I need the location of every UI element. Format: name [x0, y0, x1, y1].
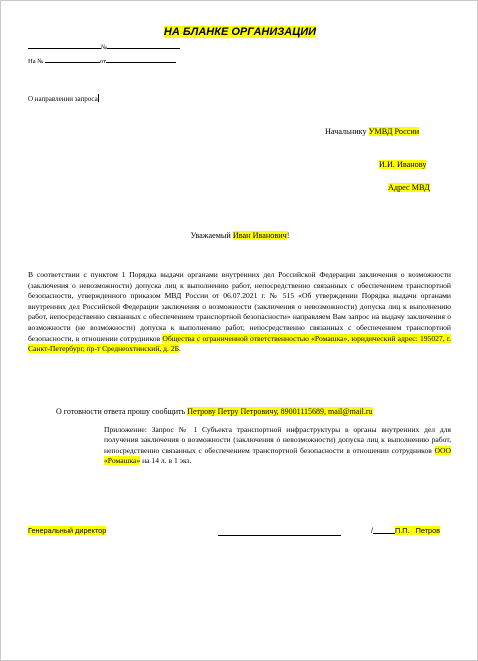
from-label: от: [100, 58, 107, 65]
appendix-paragraph: [104, 425, 451, 466]
signature-line[interactable]: [218, 535, 341, 536]
number-sign: №: [101, 44, 108, 51]
addressee-line-3: [388, 183, 430, 192]
subject-line: [28, 94, 99, 103]
signature-name-underline: [373, 526, 395, 534]
greeting: [1, 231, 478, 240]
incoming-number-blank[interactable]: [45, 56, 100, 63]
outgoing-number-line: [28, 42, 180, 51]
addressee-address: Адрес МВД: [388, 183, 430, 192]
request-prefix: О готовности ответа прошу сообщить: [56, 407, 188, 416]
addressee-prefix: Начальнику: [325, 127, 369, 136]
incoming-date-blank[interactable]: [106, 56, 176, 63]
appendix-end: на 14 л. в 1 экз.: [140, 455, 192, 465]
letterhead-title: [1, 26, 478, 38]
subject-text: О направлении запроса: [28, 95, 98, 103]
greeting-suffix: !: [286, 231, 290, 240]
greeting-name: Иван Иванович: [232, 231, 287, 240]
signature-position-text: Генеральный директор: [28, 526, 107, 535]
signature-slash: /: [371, 526, 374, 535]
addressee-organization: УМВД России: [368, 127, 420, 136]
body-paragraph: [28, 270, 451, 355]
response-request: [56, 407, 373, 416]
addressee-line-1: [325, 127, 419, 136]
appendix-organization: ООО «Ромашка»: [104, 445, 451, 465]
date-blank[interactable]: [28, 42, 101, 49]
addressee-line-2: [379, 160, 426, 169]
body-end: .: [179, 344, 181, 354]
on-number-label: На №: [28, 58, 44, 65]
number-blank[interactable]: [107, 42, 180, 49]
incoming-number-line: [28, 56, 176, 65]
body-text: В соответствии с пунктом 1 Порядка выдачи органами внутренних дел Российской Федерации заключения о возможности (заключения о невозможности) допуска лиц к выполнению работ, непосредственно связанных с обеспечением транспортной безопасности, утвержденного приказом МВД России от 06.07.2021 г. № 515 «Об утверждении Порядка выдачи органами внутренних дел Российской Федерации заключения о возможности (заключения о невозможности) допуска лиц к выполнению работ, непосредственно связанных с обеспечением транспортной безопасности» направляем Вам запрос на выдачу заключения о возможности (не возможности) допуска к выполнению работ, непосредственно связанных с обеспечением транспортной безопасности, в отношении сотрудников: [28, 270, 451, 343]
addressee-name: И.И. Иванову: [379, 160, 427, 169]
signature-name-text: П.П. Петров: [395, 526, 441, 535]
signature-name: [371, 526, 440, 535]
request-contact: Петрову Петру Петровичу, 89001115689, mail@mail.ru: [187, 407, 373, 416]
letterhead-title-text: НА БЛАНКЕ ОРГАНИЗАЦИИ: [163, 26, 317, 38]
text-cursor: [98, 94, 99, 102]
body-organization: Общества с ограниченной ответственностью «Ромашка», юридический адрес: 195027, г. Санкт-Петербург, пр-т Среднеохтинский, д. 2Б: [28, 333, 451, 354]
greeting-prefix: Уважаемый: [190, 231, 233, 240]
appendix-text: Приложение: Запрос № 1 Субъекта транспортной инфраструктуры в органы внутренних дел для получения заключения о возможности (заключения о невозможности) допуска лиц к выполнению работ, непосредственно связанных с обеспечением транспортной безопасности в отношении сотрудников: [104, 425, 451, 455]
signature-position: [28, 526, 106, 535]
